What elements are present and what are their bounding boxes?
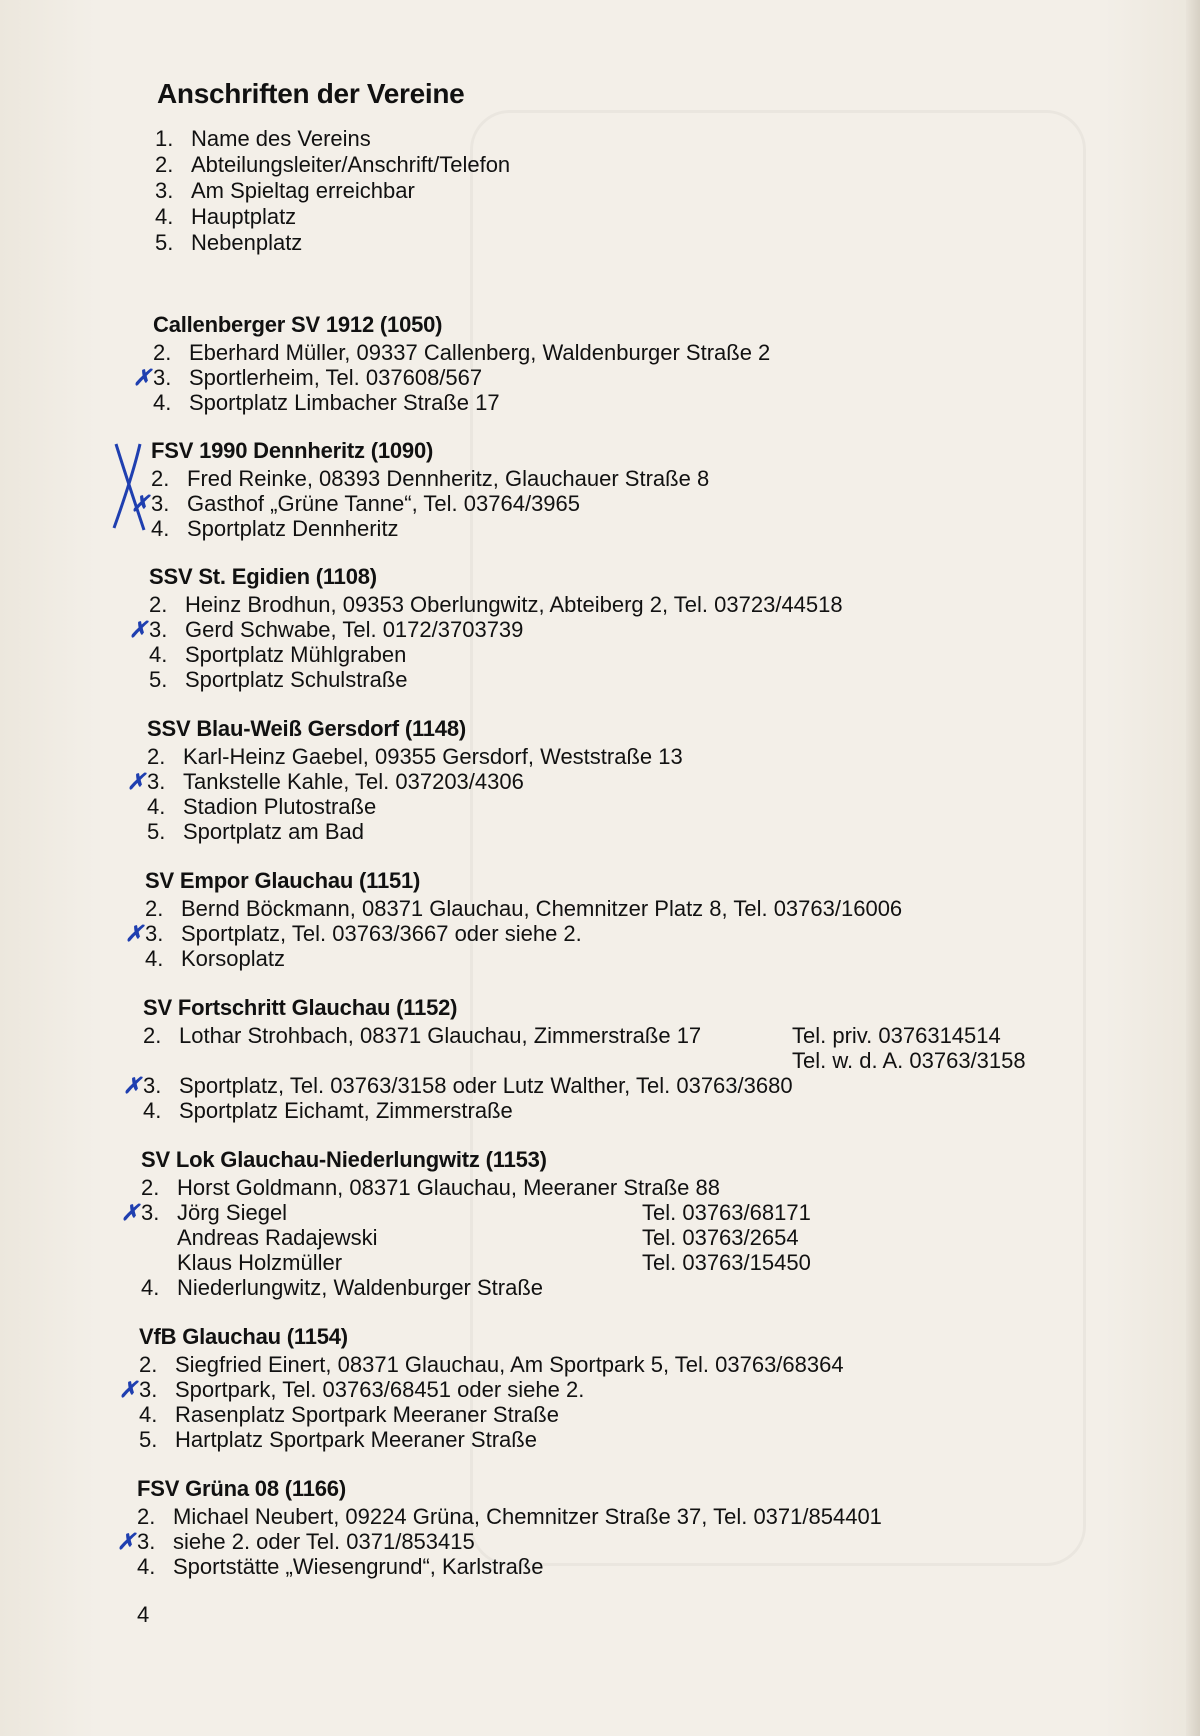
checkmark-icon: ✗ bbox=[117, 1529, 136, 1554]
club-line bbox=[121, 1200, 720, 1225]
line-text: Karl-Heinz Gaebel, 09355 Gersdorf, Weststraße 13 bbox=[183, 744, 683, 769]
line-number: 2. bbox=[137, 1504, 156, 1529]
legend-item bbox=[155, 230, 510, 256]
line-text: Michael Neubert, 09224 Grüna, Chemnitzer Straße 37, Tel. 0371/854401 bbox=[173, 1504, 882, 1529]
line-text: Jörg Siegel bbox=[177, 1200, 288, 1225]
side-phone-1: Tel. 03763/68171 bbox=[642, 1200, 811, 1225]
club-line bbox=[129, 617, 843, 642]
line-text: Sportplatz Dennheritz bbox=[187, 516, 399, 541]
line-text: Lothar Strohbach, 08371 Glauchau, Zimmerstraße 17 bbox=[179, 1023, 702, 1048]
legend-number: 5. bbox=[155, 230, 174, 255]
side-phone-2: Tel. 03763/2654 bbox=[642, 1225, 799, 1250]
line-number: 3. bbox=[145, 921, 164, 946]
line-number: 4. bbox=[153, 390, 172, 415]
side-phone-private: Tel. priv. 0376314514 bbox=[792, 1023, 1001, 1048]
line-text: Sportpark, Tel. 03763/68451 oder siehe 2. bbox=[175, 1377, 585, 1402]
checkmark-icon: ✗ bbox=[131, 491, 150, 516]
line-number: 5. bbox=[139, 1427, 158, 1452]
line-text: Sportplatz, Tel. 03763/3158 oder Lutz Walther, Tel. 03763/3680 bbox=[179, 1073, 793, 1098]
line-text: Rasenplatz Sportpark Meeraner Straße bbox=[175, 1402, 559, 1427]
handwritten-x-icon bbox=[110, 440, 150, 532]
club-line bbox=[133, 365, 770, 390]
club-name: SSV Blau-Weiß Gersdorf (1148) bbox=[147, 716, 467, 741]
legend-item bbox=[155, 152, 510, 178]
legend-text: Name des Vereins bbox=[191, 126, 371, 151]
line-number: 3. bbox=[149, 617, 168, 642]
checkmark-icon: ✗ bbox=[121, 1200, 140, 1225]
club-line bbox=[151, 466, 709, 491]
club-line bbox=[153, 390, 770, 415]
checkmark-icon: ✗ bbox=[133, 365, 152, 390]
club-line bbox=[125, 921, 902, 946]
line-number: 2. bbox=[143, 1023, 162, 1048]
club-line bbox=[137, 1504, 882, 1529]
line-number: 2. bbox=[151, 466, 170, 491]
side-phone-work: Tel. w. d. A. 03763/3158 bbox=[792, 1048, 1026, 1073]
line-number: 4. bbox=[147, 794, 166, 819]
line-number: 2. bbox=[141, 1175, 160, 1200]
page-title: Anschriften der Vereine bbox=[157, 78, 465, 109]
club-entry-lok-glauchau bbox=[121, 1145, 811, 1300]
club-name: FSV 1990 Dennheritz (1090) bbox=[151, 438, 434, 463]
club-line bbox=[139, 1402, 844, 1427]
legend-number: 2. bbox=[155, 152, 174, 177]
club-name: FSV Grüna 08 (1166) bbox=[137, 1476, 346, 1501]
club-line bbox=[119, 1377, 844, 1402]
club-entry-dennheritz bbox=[131, 436, 710, 541]
club-name: VfB Glauchau (1154) bbox=[139, 1324, 348, 1349]
checkmark-icon: ✗ bbox=[123, 1073, 142, 1098]
line-number: 5. bbox=[147, 819, 166, 844]
line-number: 2. bbox=[149, 592, 168, 617]
line-number: 4. bbox=[137, 1554, 156, 1579]
page-number: 4 bbox=[137, 1602, 150, 1627]
line-number: 4. bbox=[149, 642, 168, 667]
club-line bbox=[149, 592, 843, 617]
line-text: Heinz Brodhun, 09353 Oberlungwitz, Abteiberg 2, Tel. 03723/44518 bbox=[185, 592, 843, 617]
club-entry-empor-glauchau bbox=[125, 866, 903, 971]
line-text: Sportplatz Schulstraße bbox=[185, 667, 408, 692]
side-phone-3: Tel. 03763/15450 bbox=[642, 1250, 811, 1275]
line-number: 3. bbox=[143, 1073, 162, 1098]
checkmark-icon: ✗ bbox=[127, 769, 146, 794]
line-number: 3. bbox=[137, 1529, 156, 1554]
line-text: siehe 2. oder Tel. 0371/853415 bbox=[173, 1529, 475, 1554]
line-number: 3. bbox=[139, 1377, 158, 1402]
line-text: Stadion Plutostraße bbox=[183, 794, 377, 819]
line-text: Klaus Holzmüller bbox=[177, 1250, 343, 1275]
club-line bbox=[143, 1098, 793, 1123]
club-line bbox=[127, 769, 683, 794]
line-number: 4. bbox=[141, 1275, 160, 1300]
club-line bbox=[137, 1554, 882, 1579]
club-line bbox=[147, 819, 683, 844]
checkmark-icon: ✗ bbox=[125, 921, 144, 946]
club-line bbox=[117, 1529, 882, 1554]
club-line bbox=[143, 1023, 793, 1048]
line-text: Sportplatz, Tel. 03763/3667 oder siehe 2. bbox=[181, 921, 582, 946]
line-text: Niederlungwitz, Waldenburger Straße bbox=[177, 1275, 544, 1300]
line-text: Gerd Schwabe, Tel. 0172/3703739 bbox=[185, 617, 524, 642]
club-entry-vfb-glauchau bbox=[119, 1322, 844, 1452]
club-line bbox=[145, 946, 902, 971]
line-number: 2. bbox=[139, 1352, 158, 1377]
legend-text: Am Spieltag erreichbar bbox=[191, 178, 415, 203]
line-number: 3. bbox=[151, 491, 170, 516]
line-text: Korsoplatz bbox=[181, 946, 285, 971]
line-text: Gasthof „Grüne Tanne“, Tel. 03764/3965 bbox=[187, 491, 581, 516]
line-number: 3. bbox=[141, 1200, 160, 1225]
line-text: Sportplatz Eichamt, Zimmerstraße bbox=[179, 1098, 513, 1123]
legend-text: Hauptplatz bbox=[191, 204, 297, 229]
club-line bbox=[131, 491, 709, 516]
line-text: Sportlerheim, Tel. 037608/567 bbox=[189, 365, 483, 390]
club-line bbox=[139, 1352, 844, 1377]
line-text: Andreas Radajewski bbox=[177, 1225, 378, 1250]
club-line bbox=[147, 744, 683, 769]
checkmark-icon: ✗ bbox=[129, 617, 148, 642]
club-line bbox=[149, 667, 843, 692]
club-line bbox=[143, 1048, 793, 1073]
club-entry-gersdorf bbox=[127, 714, 683, 844]
club-name: SSV St. Egidien (1108) bbox=[149, 564, 377, 589]
club-name: Callenberger SV 1912 (1050) bbox=[153, 312, 443, 337]
legend-text: Abteilungsleiter/Anschrift/Telefon bbox=[191, 152, 511, 177]
club-line bbox=[141, 1175, 720, 1200]
legend-item bbox=[155, 178, 510, 204]
line-text: Bernd Böckmann, 08371 Glauchau, Chemnitzer Platz 8, Tel. 03763/16006 bbox=[181, 896, 903, 921]
club-line bbox=[145, 896, 902, 921]
club-line bbox=[151, 516, 709, 541]
club-line bbox=[149, 642, 843, 667]
line-number: 4. bbox=[145, 946, 164, 971]
line-number: 4. bbox=[139, 1402, 158, 1427]
line-text: Horst Goldmann, 08371 Glauchau, Meeraner Straße 88 bbox=[177, 1175, 720, 1200]
line-text: Sportstätte „Wiesengrund“, Karlstraße bbox=[173, 1554, 544, 1579]
club-line bbox=[123, 1073, 793, 1098]
checkmark-icon: ✗ bbox=[119, 1377, 138, 1402]
legend-text: Nebenplatz bbox=[191, 230, 303, 255]
legend-number: 3. bbox=[155, 178, 174, 203]
club-line bbox=[141, 1250, 720, 1275]
club-name: SV Fortschritt Glauchau (1152) bbox=[143, 995, 458, 1020]
club-line bbox=[139, 1427, 844, 1452]
line-number: 2. bbox=[153, 340, 172, 365]
line-text: Eberhard Müller, 09337 Callenberg, Waldenburger Straße 2 bbox=[189, 340, 771, 365]
club-line bbox=[141, 1225, 720, 1250]
club-entry-st-egidien bbox=[129, 562, 843, 692]
club-entry-gruena bbox=[117, 1474, 882, 1579]
line-number: 3. bbox=[153, 365, 172, 390]
line-text: Siegfried Einert, 08371 Glauchau, Am Sportpark 5, Tel. 03763/68364 bbox=[175, 1352, 844, 1377]
line-text: Sportplatz Limbacher Straße 17 bbox=[189, 390, 500, 415]
line-text: Fred Reinke, 08393 Dennheritz, Glauchauer Straße 8 bbox=[187, 466, 710, 491]
line-number: 5. bbox=[149, 667, 168, 692]
line-text: Sportplatz Mühlgraben bbox=[185, 642, 407, 667]
legend-item bbox=[155, 204, 510, 230]
club-name: SV Lok Glauchau-Niederlungwitz (1153) bbox=[141, 1147, 547, 1172]
legend-number: 1. bbox=[155, 126, 174, 151]
legend-number: 4. bbox=[155, 204, 174, 229]
club-entry-callenberger bbox=[133, 310, 771, 415]
line-number: 4. bbox=[143, 1098, 162, 1123]
line-number: 3. bbox=[147, 769, 166, 794]
line-number: 2. bbox=[147, 744, 166, 769]
club-line bbox=[141, 1275, 720, 1300]
line-number: 4. bbox=[151, 516, 170, 541]
line-text: Sportplatz am Bad bbox=[183, 819, 364, 844]
club-name: SV Empor Glauchau (1151) bbox=[145, 868, 421, 893]
line-number: 2. bbox=[145, 896, 164, 921]
legend-item bbox=[155, 126, 510, 152]
club-line bbox=[153, 340, 770, 365]
legend-list bbox=[155, 126, 510, 256]
line-text: Tankstelle Kahle, Tel. 037203/4306 bbox=[183, 769, 524, 794]
club-line bbox=[147, 794, 683, 819]
line-text: Hartplatz Sportpark Meeraner Straße bbox=[175, 1427, 537, 1452]
club-entry-fortschritt-glauchau bbox=[123, 993, 1026, 1123]
